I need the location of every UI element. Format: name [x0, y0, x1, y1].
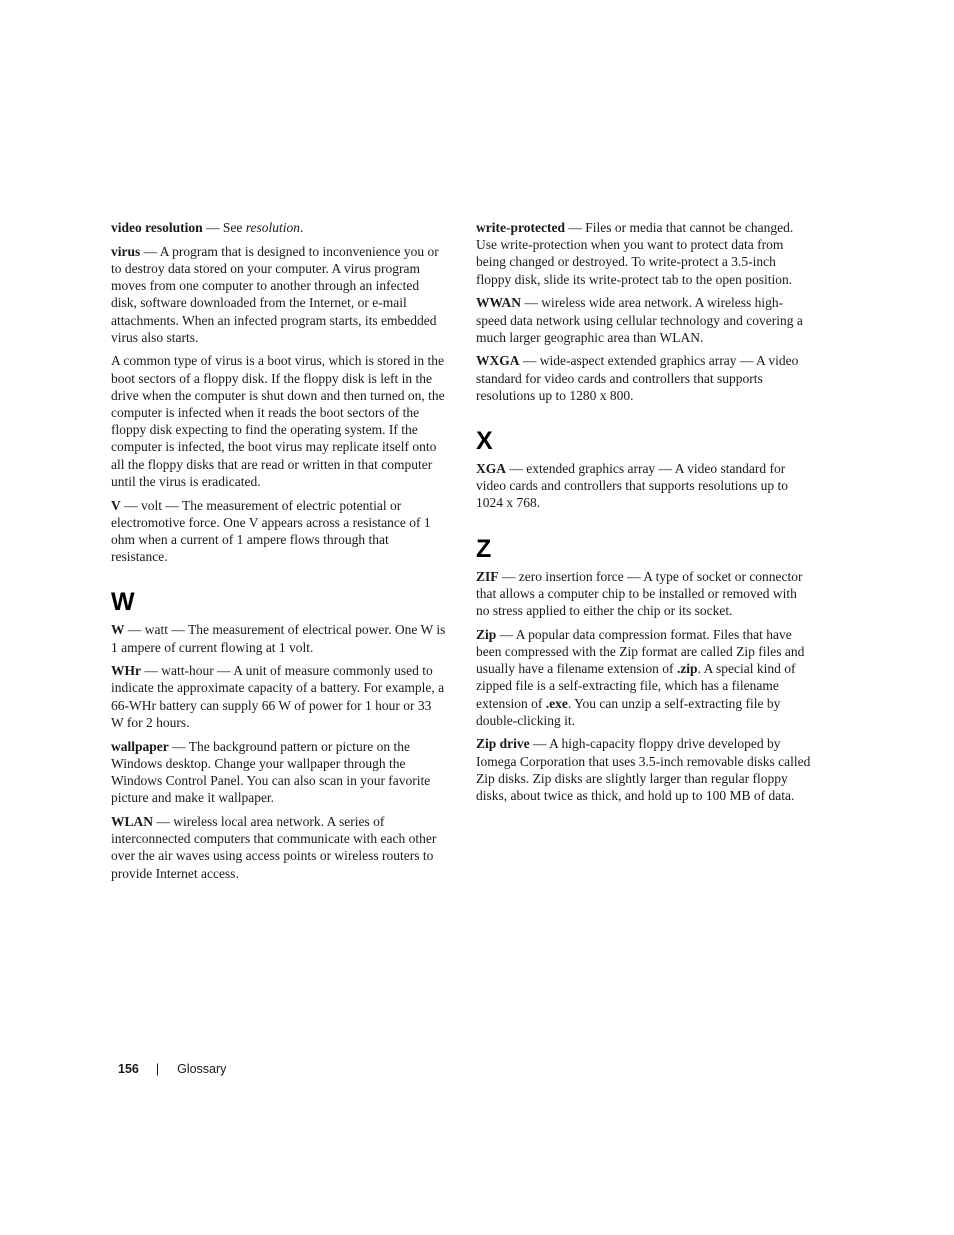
entry-definition: — wide-aspect extended graphics array — A video standard for video cards and controllers that supports resolutions up to 1280 x 800. [476, 353, 799, 403]
entry-end: . [300, 220, 304, 235]
entry-term: W [111, 622, 125, 638]
entry-term: video resolution [111, 220, 203, 235]
entry-definition: — extended graphics array — A video standard for video cards and controllers that supports resolutions up to 1024 x 768. [476, 461, 788, 511]
glossary-entry-wallpaper [111, 738, 447, 807]
entry-term: virus [111, 243, 141, 259]
glossary-entry-wxga [476, 352, 812, 404]
glossary-entry-write-protected [476, 219, 812, 288]
entry-term: XGA [476, 461, 506, 477]
glossary-entry-w [111, 621, 447, 655]
page-number: 156 [118, 1062, 139, 1076]
entry-definition-part: . A special kind of zipped file is a self-extracting file, which has a filename extension of [476, 661, 796, 711]
left-column [111, 219, 447, 888]
glossary-entry-virus [111, 243, 447, 346]
entry-definition: — wireless wide area network. A wireless high-speed data network using cellular technology and covering a much larger geographic area than WLAN. [476, 295, 803, 345]
glossary-entry-whr [111, 662, 447, 731]
section-name: Glossary [177, 1062, 227, 1076]
entry-cross-reference: resolution [245, 220, 301, 235]
entry-term: write-protected [476, 220, 565, 235]
glossary-entry-v [111, 497, 447, 566]
entry-definition: — The background pattern or picture on the Windows desktop. Change your wallpaper through the Windows Control Panel. You can also scan in your favorite picture and make it wallpaper. [111, 738, 431, 806]
glossary-entry-wlan [111, 813, 447, 882]
entry-definition: — wireless local area network. A series of interconnected computers that communicate with each other over the air waves using access points or wireless routers to provide Internet access. [111, 813, 437, 881]
entry-definition: — watt-hour — A unit of measure commonly used to indicate the approximate capacity of a battery. For example, a 66-WHr battery can supply 66 W of power for 1 hour or 33 W for 2 hours. [111, 663, 445, 730]
entry-term: WWAN [476, 295, 522, 311]
entry-definition: — A program that is designed to inconvenience you or to destroy data stored on your computer. A virus program moves from one computer to another through an infected disk, software downloaded from the Internet, or e-mail attachments. When an infected program starts, its embedded virus also starts. [111, 243, 439, 345]
footer-separator: | [155, 1062, 160, 1076]
right-column [476, 219, 812, 811]
page-footer [118, 1062, 226, 1076]
entry-definition: — zero insertion force — A type of socket or connector that allows a computer chip to be installed or removed with no stress applied to either the chip or its socket. [476, 568, 803, 619]
entry-term: WHr [111, 663, 141, 679]
file-extension-zip: .zip [676, 661, 698, 677]
section-letter-w: W [111, 588, 135, 617]
glossary-entry-zif [476, 568, 812, 620]
entry-separator: — See [202, 220, 246, 235]
glossary-entry-zip-drive [476, 735, 812, 804]
entry-definition: — A high-capacity floppy drive developed by Iomega Corporation that uses 3.5-inch removable disks called Zip disks. Zip disks are slightly larger than regular floppy disks, about twice as thick, and hold up to 100 MB of data. [476, 736, 811, 804]
entry-term: WXGA [476, 353, 520, 369]
glossary-entry-xga [476, 460, 812, 512]
entry-term: V [111, 497, 121, 513]
entry-definition: — watt — The measurement of electrical power. One W is 1 ampere of current flowing at 1 volt. [111, 622, 446, 655]
glossary-entry-virus-paragraph-2: A common type of virus is a boot virus, which is stored in the boot sectors of a floppy disk. If the floppy disk is left in the drive when the computer is shut down and then turned on, the computer is infected when it reads the boot sectors of the floppy disk expecting to find the operating system. If the computer is infected, the boot virus may replicate itself onto all the floppy disks that are read or written in that computer until the virus is eradicated. [111, 353, 445, 489]
entry-term: wallpaper [111, 738, 169, 754]
entry-definition: — volt — The measurement of electric potential or electromotive force. One V appears across a resistance of 1 ohm when a current of 1 ampere flows through that resistance. [111, 497, 431, 565]
entry-definition-part: . You can unzip a self-extracting file by double-clicking it. [476, 695, 781, 728]
section-letter-z: Z [476, 534, 492, 563]
glossary-entry-wwan [476, 294, 812, 346]
section-letter-x: X [476, 427, 493, 456]
entry-term: ZIF [476, 568, 499, 584]
glossary-entry-zip [476, 626, 812, 729]
entry-term: Zip drive [476, 736, 530, 752]
entry-term: Zip [476, 626, 497, 642]
glossary-entry-video-resolution [111, 219, 447, 236]
entry-definition: — Files or media that cannot be changed. Use write-protection when you want to protect data from being changed or destroyed. To write-protect a 3.5-inch floppy disk, slide its write-protect tab to the open position. [476, 220, 794, 287]
entry-definition-part: — A popular data compression format. Files that have been compressed with the Zip format are called Zip files and usually have a filename extension of [476, 626, 805, 677]
entry-term: WLAN [111, 813, 154, 829]
file-extension-exe: .exe [545, 695, 568, 711]
